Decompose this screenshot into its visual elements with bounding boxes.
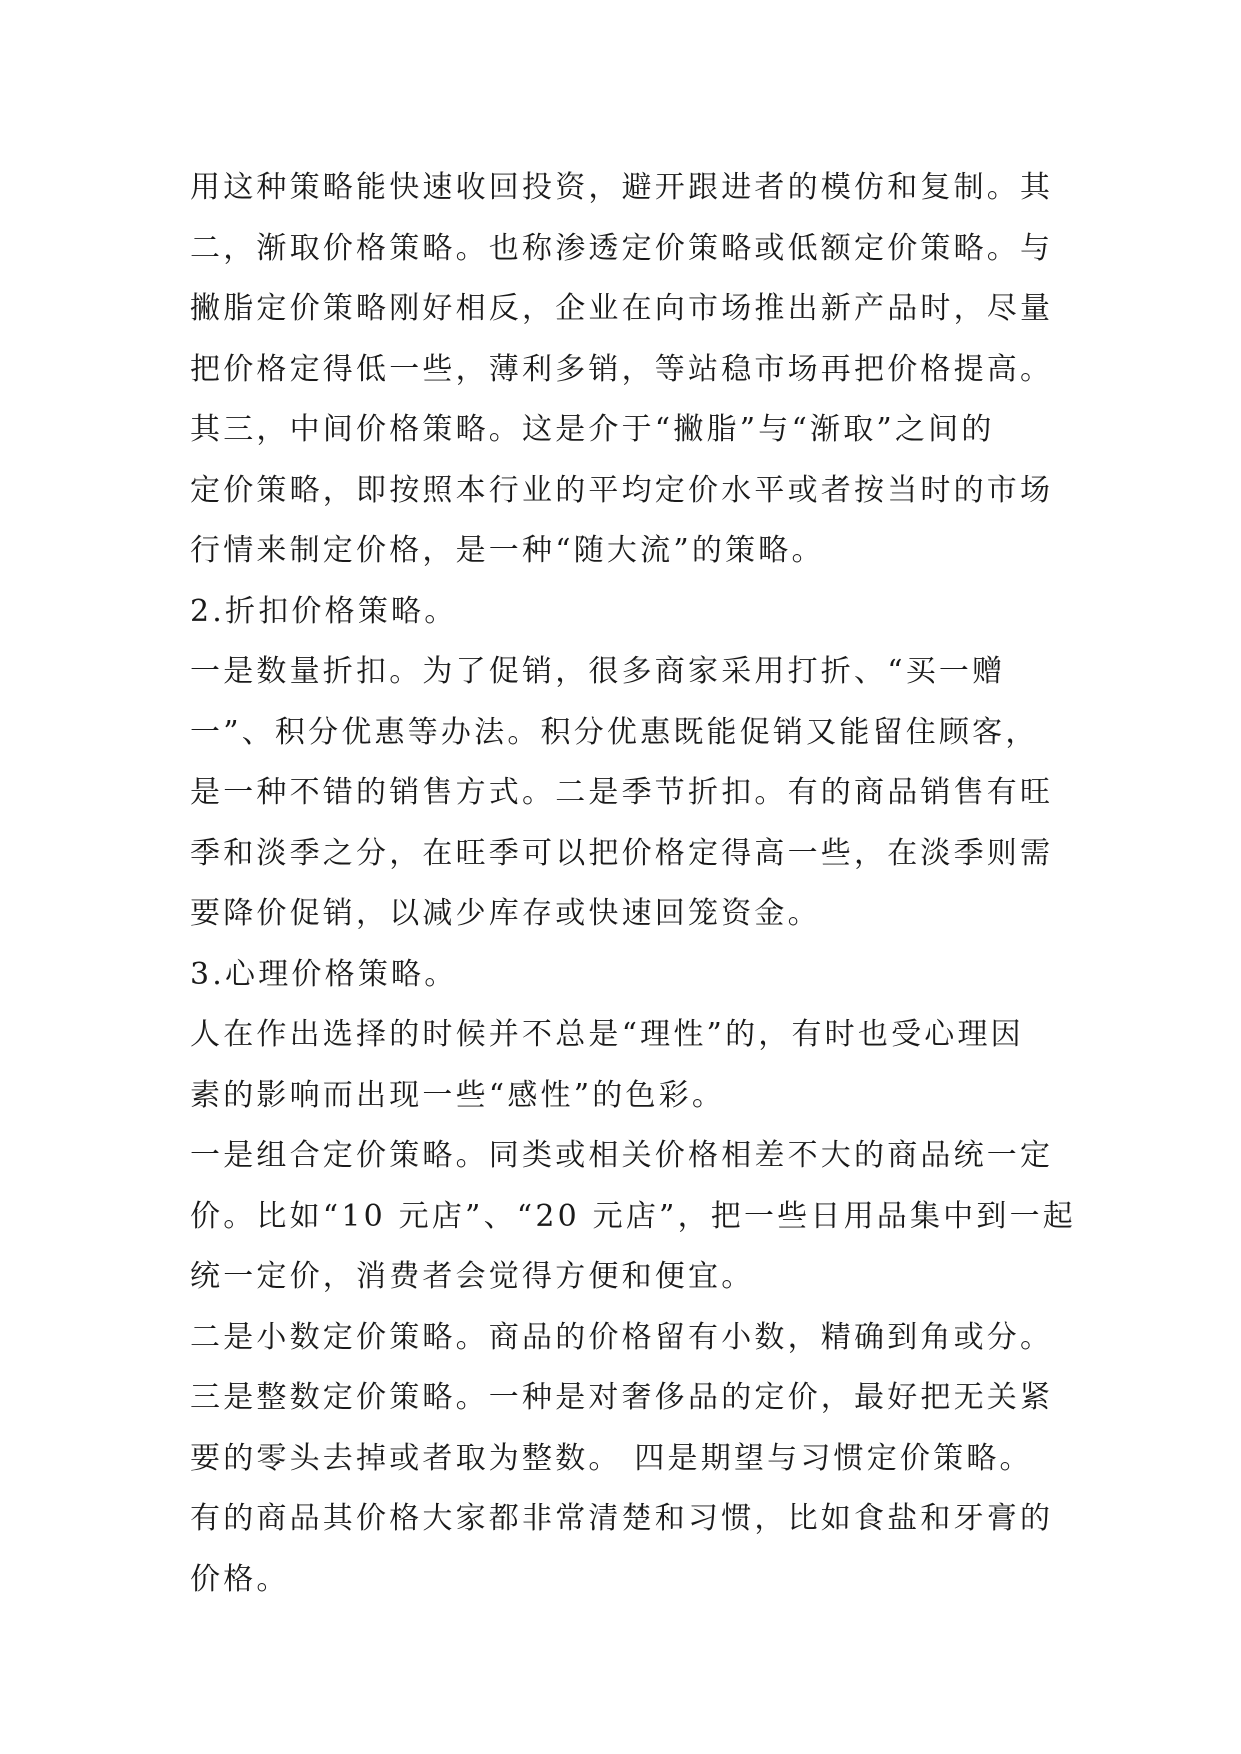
text-line: 把价格定得低一些，薄利多销，等站稳市场再把价格提高。 <box>190 351 1054 387</box>
section-heading: 2.折扣价格策略。 <box>190 593 458 629</box>
text-line: 用这种策略能快速收回投资，避开跟进者的模仿和复制。其 <box>190 170 1054 205</box>
text-line: 一是组合定价策略。同类或相关价格相差不大的商品统一定 <box>190 1138 1054 1173</box>
text-line: 二是小数定价策略。商品的价格留有小数，精确到角或分。 <box>190 1319 1054 1355</box>
text-line: 价。比如“10 元店”、“20 元店”，把一些日用品集中到一起 <box>190 1198 1076 1234</box>
text-line: 三是整数定价策略。一种是对奢侈品的定价，最好把无关紧 <box>190 1380 1054 1415</box>
text-line: 是一种不错的销售方式。二是季节折扣。有的商品销售有旺 <box>190 775 1054 810</box>
text-line: 要降价促销，以减少库存或快速回笼资金。 <box>190 896 821 931</box>
text-line: 季和淡季之分，在旺季可以把价格定得高一些，在淡季则需 <box>190 835 1054 871</box>
text-line: 统一定价，消费者会觉得方便和便宜。 <box>190 1259 755 1294</box>
text-line: 其三，中间价格策略。这是介于“撇脂”与“渐取”之间的 <box>190 412 995 447</box>
text-line: 二，渐取价格策略。也称渗透定价策略或低额定价策略。与 <box>190 230 1054 266</box>
text-line: 行情来制定价格，是一种“随大流”的策略。 <box>190 533 825 568</box>
text-line: 人在作出选择的时候并不总是“理性”的，有时也受心理因 <box>190 1017 1024 1052</box>
text-line: 一是数量折扣。为了促销，很多商家采用打折、“买一赠 <box>190 654 1006 689</box>
document-body <box>190 158 1076 1610</box>
section-heading: 3.心理价格策略。 <box>190 956 458 992</box>
text-line: 素的影响而出现一些“感性”的色彩。 <box>190 1077 726 1113</box>
text-line: 一”、积分优惠等办法。积分优惠既能促销又能留住顾客， <box>190 714 1039 750</box>
text-line: 要的零头去掉或者取为整数。 四是期望与习惯定价策略。 <box>190 1440 1033 1476</box>
text-line: 撇脂定价策略刚好相反，企业在向市场推出新产品时，尽量 <box>190 291 1054 326</box>
text-line: 价格。 <box>190 1561 290 1597</box>
text-line: 定价策略，即按照本行业的平均定价水平或者按当时的市场 <box>190 472 1054 508</box>
text-line: 有的商品其价格大家都非常清楚和习惯，比如食盐和牙膏的 <box>190 1501 1054 1536</box>
